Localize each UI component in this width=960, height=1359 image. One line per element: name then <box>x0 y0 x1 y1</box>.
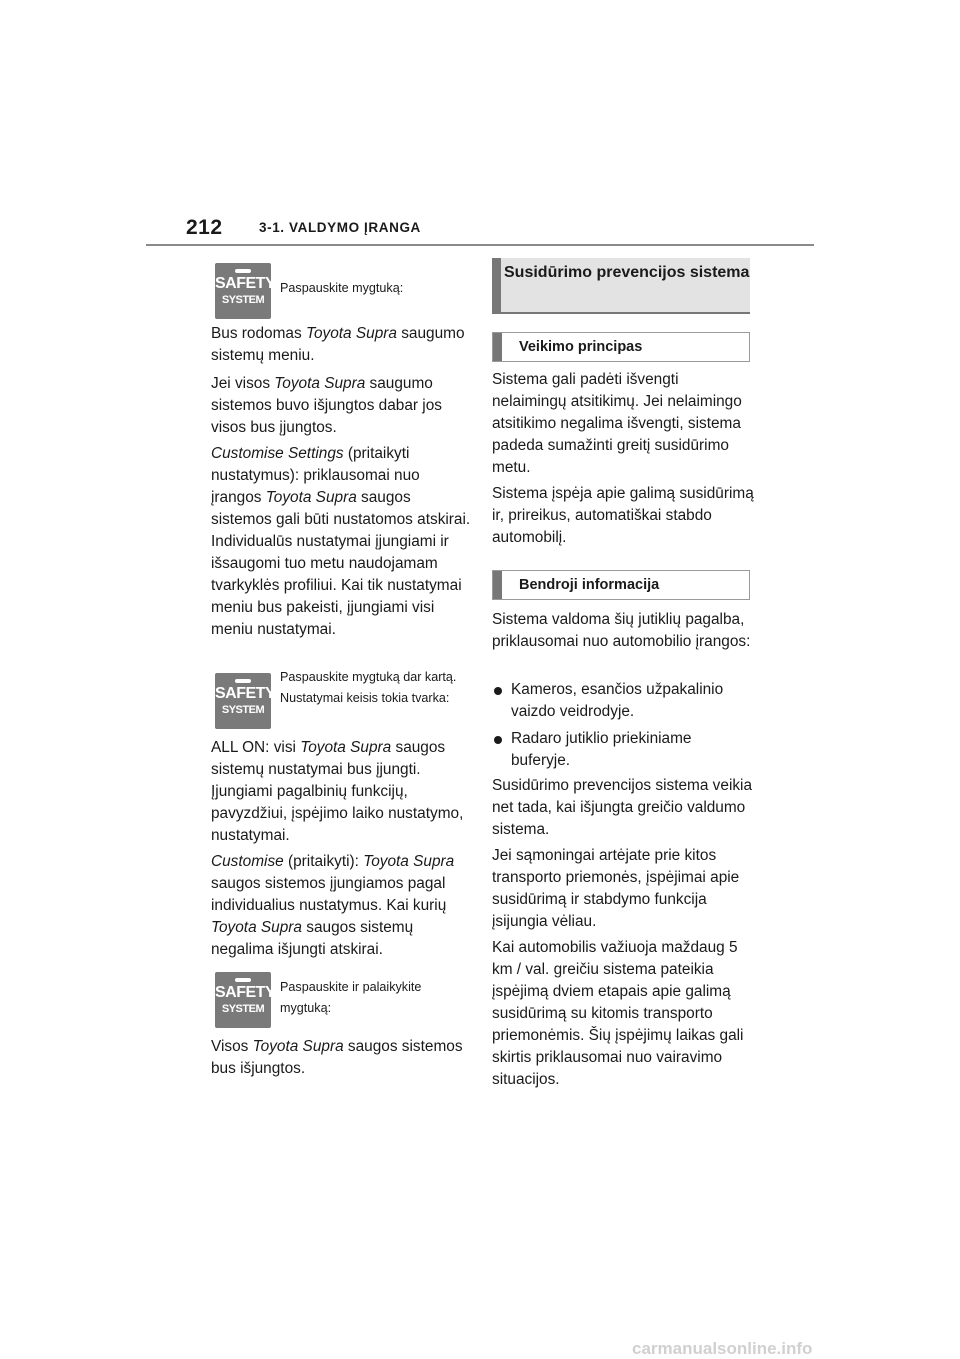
safety-system-button-icon: SAFETY SYSTEM <box>215 263 271 319</box>
paragraph: Susidūrimo prevencijos sistema veikia net tada, kai išjungta greičio valdumo sistema. <box>492 777 753 838</box>
safety-system-button-icon: SAFETY SYSTEM <box>215 673 271 729</box>
step-3-caption: Paspauskite ir palaikykite mygtuką: <box>280 980 422 1015</box>
subheading-general: Bendroji informacija <box>519 577 660 593</box>
paragraph: Visos Toyota Supra saugos sistemos bus išjungtos. <box>211 1038 463 1077</box>
paragraph: Sistema valdoma šių jutiklių pagalba, priklausomai nuo automobilio įrangos: <box>492 611 751 650</box>
header-divider <box>146 244 814 246</box>
paragraph: Kai automobilis važiuoja maždaug 5 km / val. greičiu sistema pateikia įspėjimą dviem etapais apie galimą susidūrimą su kitomis transporto priemonėmis. Šių įspėjimų laikas gali skirtis priklausomai nuo vairavimo situacijos. <box>492 939 744 1088</box>
paragraph: ALL ON: visi Toyota Supra saugos sistemų nustatymai bus įjungti. Įjungiami pagalbinių funkcijų, pavyzdžiui, įspėjimo laiko nustatymo, nustatymai. <box>211 739 464 844</box>
paragraph: Sistema įspėja apie galimą susidūrimą ir, prireikus, automatiškai stabdo automobilį. <box>492 485 754 546</box>
section-heading: Susidūrimo prevencijos sistema <box>504 264 750 281</box>
paragraph: Jei sąmoningai artėjate prie kitos transporto priemonės, įspėjimai apie susidūrimą ir stabdymo funkcija įsijungia vėliau. <box>492 847 740 930</box>
paragraph: Jei visos Toyota Supra saugumo sistemos buvo išjungtos dabar jos visos bus įjungtos. <box>211 375 442 436</box>
paragraph: Bus rodomas Toyota Supra saugumo sistemų meniu. <box>211 325 465 364</box>
subheading-box <box>492 570 750 600</box>
bullet-icon <box>494 687 502 695</box>
step-1-caption: Paspauskite mygtuką: <box>280 281 404 295</box>
step-2-caption: Paspauskite mygtuką dar kartą. Nustatymai keisis tokia tvarka: <box>280 670 457 705</box>
watermark: carmanualsonline.info <box>632 1339 813 1358</box>
bullet-icon <box>494 736 502 744</box>
subheading-box <box>492 332 750 362</box>
paragraph: Customise Settings (pritaikyti nustatymus): priklausomai nuo įrangos Toyota Supra saugos sistemos gali būti nustatomos atskirai. Individualūs nustatymai įjungiami ir išsaugomi tuo metu naudojamam tvarkyklės profiliui. Kai tik nustatymai meniu bus pakeisti, įjungiami visi meniu nustatymai. <box>211 445 471 638</box>
safety-system-button-icon: SAFETY SYSTEM <box>215 972 271 1028</box>
subheading-principle: Veikimo principas <box>519 339 643 355</box>
paragraph: Customise (pritaikyti): Toyota Supra saugos sistemos įjungiamos pagal individualius nustatymus. Kai kurių Toyota Supra saugos sistemų negalima išjungti atskirai. <box>211 853 455 958</box>
section-heading-box <box>492 258 750 314</box>
paragraph: Sistema gali padėti išvengti nelaimingų atsitikimų. Jei nelaimingo atsitikimo negalima išvengti, sistema padeda sumažinti greitį susidūrimo metu. <box>492 371 742 476</box>
page-number: 212 <box>186 216 223 239</box>
section-title: 3-1. VALDYMO ĮRANGA <box>259 220 421 235</box>
